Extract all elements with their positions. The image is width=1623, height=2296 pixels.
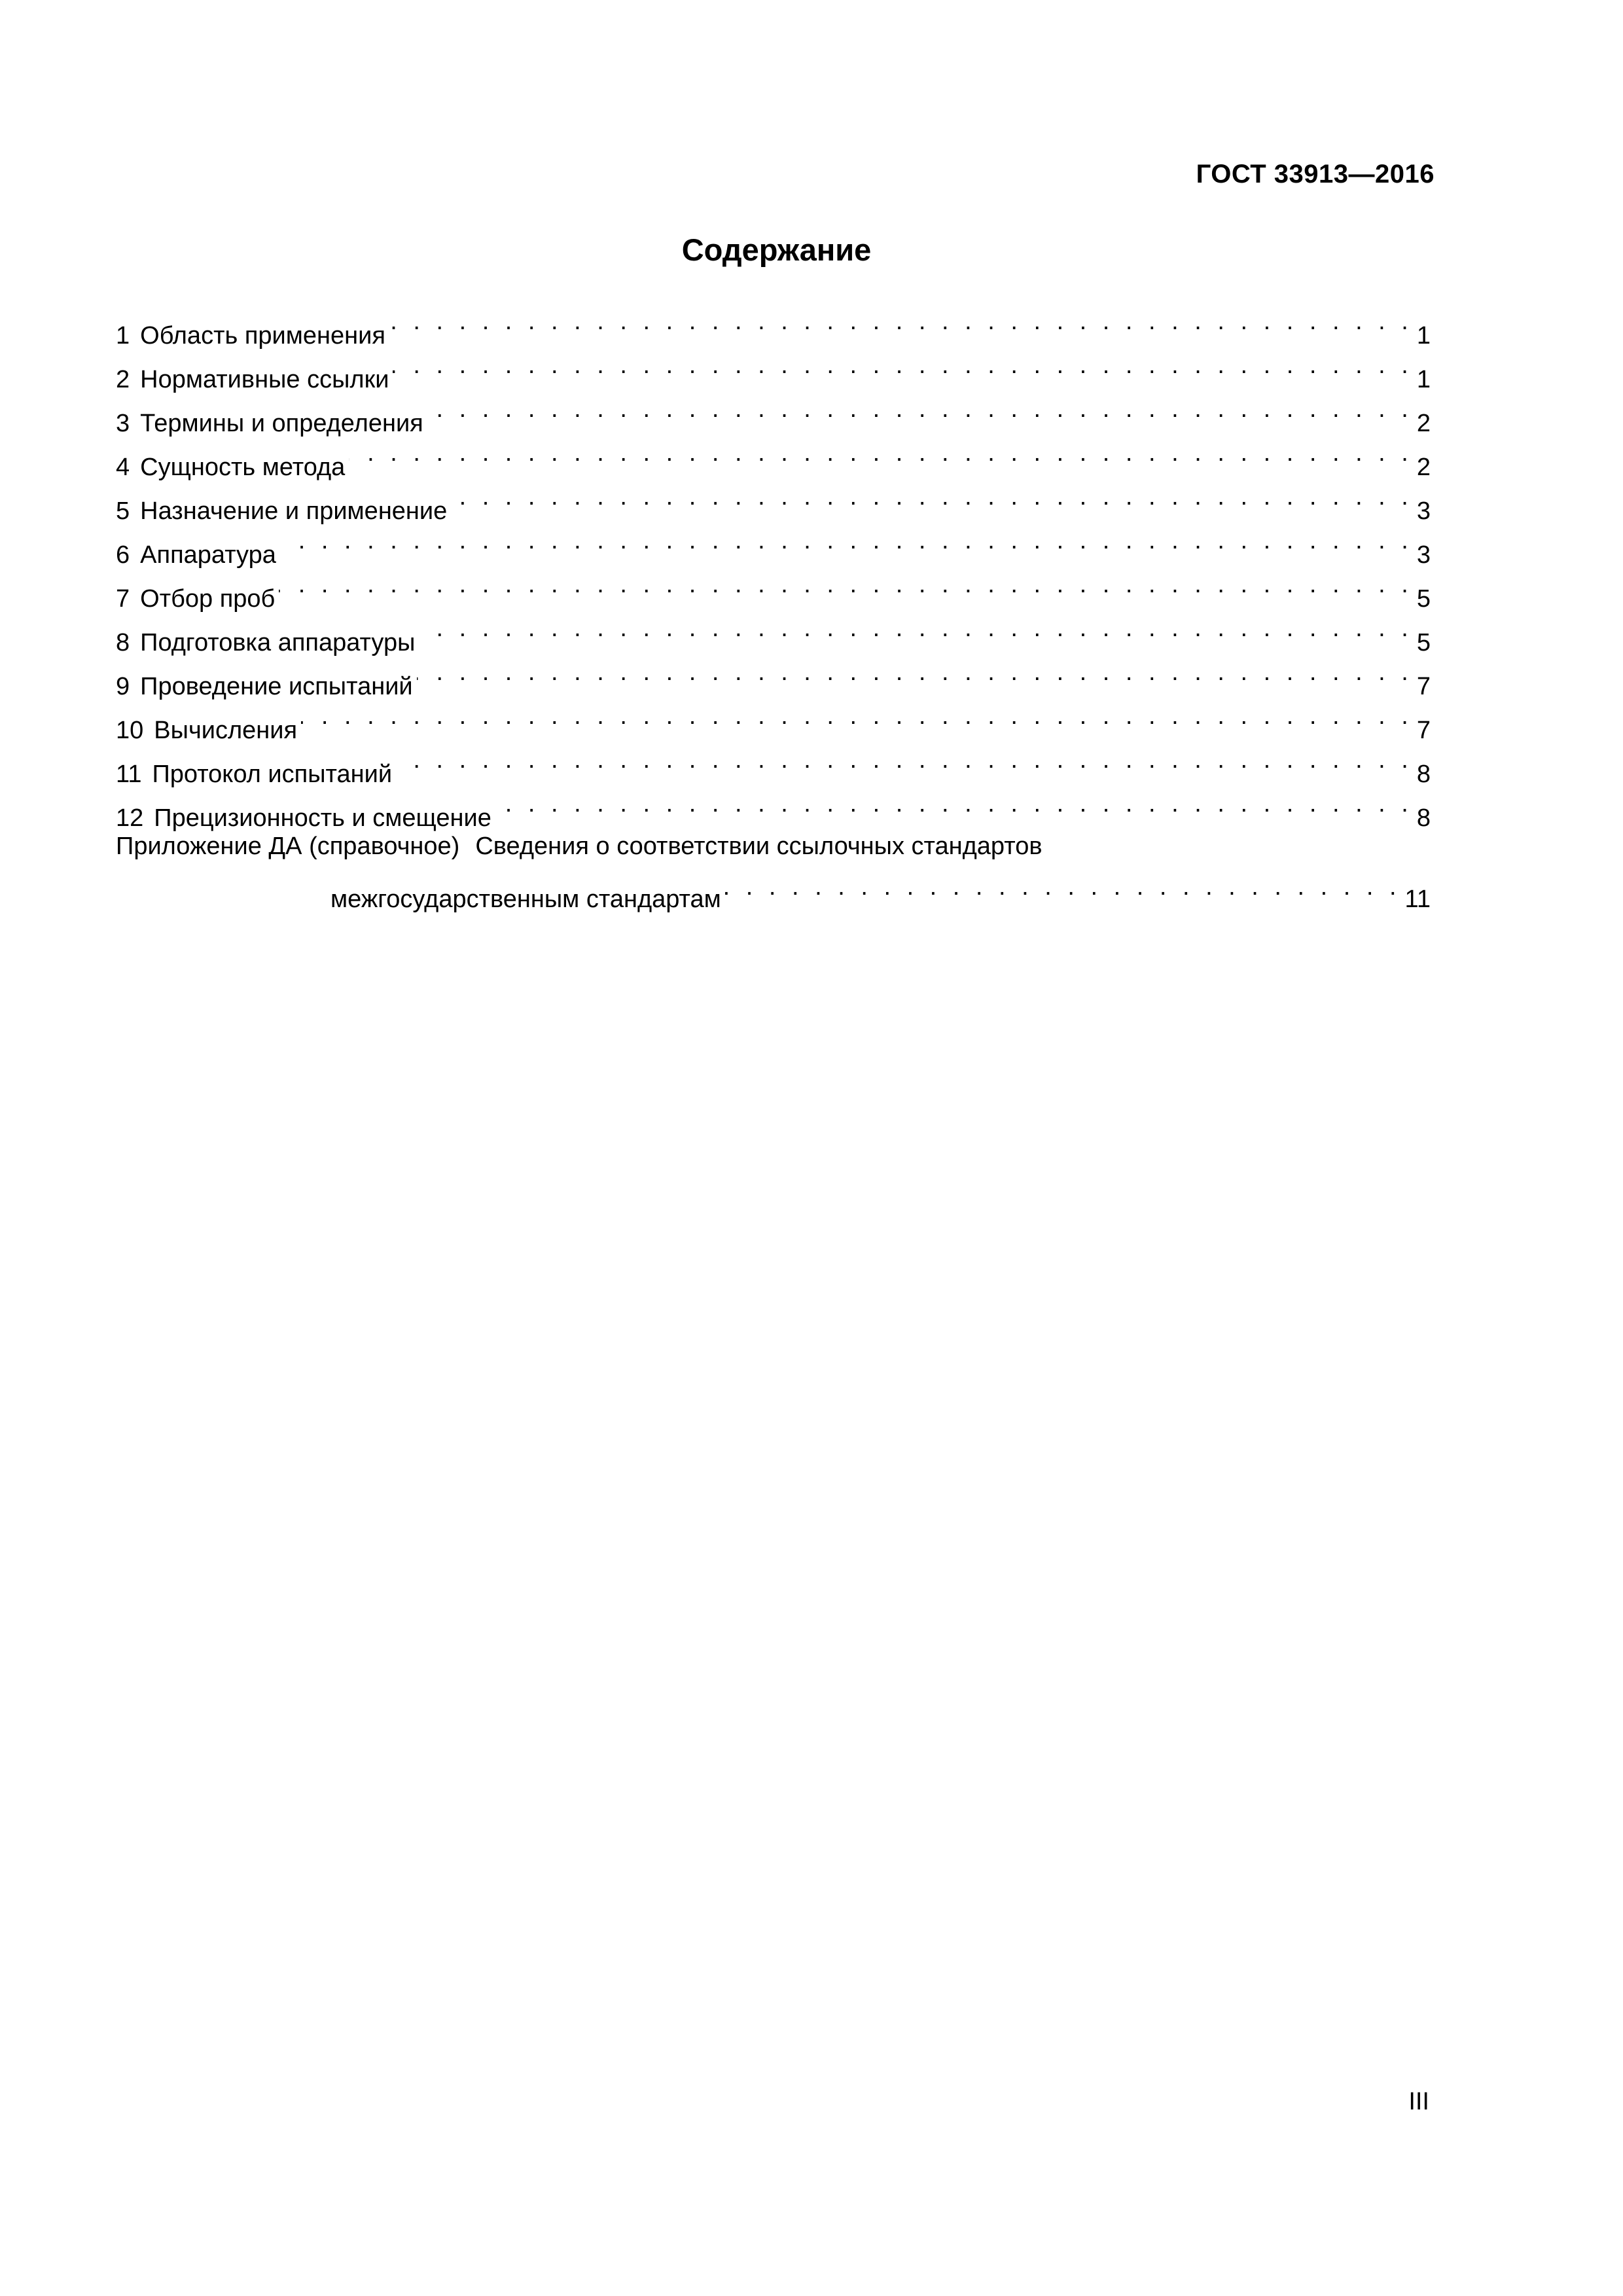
toc-item-label: Отбор проб <box>140 585 276 613</box>
toc-item-page: 5 <box>1416 585 1431 613</box>
toc-item-page: 2 <box>1416 454 1431 481</box>
toc-item-number: 7 <box>116 585 130 613</box>
appendix-continuation-line <box>116 867 1431 913</box>
toc-item-page: 3 <box>1416 541 1431 569</box>
dot-leader <box>301 694 1413 738</box>
appendix-title-line2: межгосударственным стандартам <box>330 886 721 913</box>
toc-item-number: 1 <box>116 322 130 350</box>
toc-item-label: Аппаратура <box>140 541 276 569</box>
toc-item[interactable] <box>116 607 1431 656</box>
toc-item-label: Проведение испытаний <box>140 673 413 700</box>
dot-leader <box>279 563 1413 607</box>
toc-item-number: 3 <box>116 410 130 437</box>
appendix-title-line1: Сведения о соответствии ссылочных стандартов <box>475 833 1043 860</box>
appendix-designation: Приложение ДА (справочное) <box>116 833 460 860</box>
toc-item-page: 7 <box>1416 717 1431 744</box>
dot-leader <box>451 475 1413 519</box>
toc-item[interactable] <box>116 738 1431 788</box>
toc-item-label: Термины и определения <box>140 410 423 437</box>
toc-title: Содержание <box>681 232 872 267</box>
toc-item[interactable] <box>116 519 1431 569</box>
toc-item-label: Сущность метода <box>140 454 346 481</box>
toc-item-number: 4 <box>116 454 130 481</box>
toc-item-page: 8 <box>1416 804 1431 832</box>
dot-leader <box>280 519 1413 563</box>
toc-item-label: Назначение и применение <box>140 497 448 525</box>
toc-item-number: 9 <box>116 673 130 700</box>
appendix-heading-line <box>116 826 1431 867</box>
toc-item-number: 12 <box>116 804 144 832</box>
toc-item-number: 11 <box>116 761 142 788</box>
toc-item-number: 10 <box>116 717 144 744</box>
dot-leader <box>417 651 1413 694</box>
dot-leader <box>725 867 1401 907</box>
toc-item-label: Область применения <box>140 322 385 350</box>
toc-item[interactable] <box>116 300 1431 350</box>
toc-item[interactable] <box>116 694 1431 744</box>
document-code: ГОСТ 33913—2016 <box>1196 160 1435 188</box>
dot-leader <box>349 431 1413 475</box>
toc-item-label: Нормативные ссылки <box>140 366 389 393</box>
dot-leader <box>396 738 1413 782</box>
toc-item-label: Протокол испытаний <box>152 761 393 788</box>
toc-item-number: 6 <box>116 541 130 569</box>
toc-item-page: 3 <box>1416 497 1431 525</box>
page-number: III <box>1408 2088 1429 2115</box>
dot-leader <box>393 344 1412 387</box>
appendix-page: 11 <box>1404 886 1431 913</box>
toc-item-page: 5 <box>1416 629 1431 656</box>
toc-item-page: 1 <box>1416 322 1431 350</box>
toc-item-label: Вычисления <box>154 717 298 744</box>
toc-appendix-item[interactable] <box>116 826 1431 913</box>
toc-item-label: Прецизионность и смещение <box>154 804 491 832</box>
toc-item-label: Подготовка аппаратуры <box>140 629 416 656</box>
toc-item-page: 2 <box>1416 410 1431 437</box>
dot-leader <box>427 387 1413 431</box>
toc-item-page: 7 <box>1416 673 1431 700</box>
toc-item[interactable] <box>116 563 1431 613</box>
table-of-contents <box>116 300 1431 913</box>
toc-item-page: 8 <box>1416 761 1431 788</box>
dot-leader <box>389 300 1413 344</box>
toc-item-number: 2 <box>116 366 130 393</box>
dot-leader <box>419 607 1412 651</box>
toc-item-number: 8 <box>116 629 130 656</box>
toc-item-page: 1 <box>1416 366 1431 393</box>
dot-leader <box>495 782 1413 826</box>
toc-item-number: 5 <box>116 497 130 525</box>
